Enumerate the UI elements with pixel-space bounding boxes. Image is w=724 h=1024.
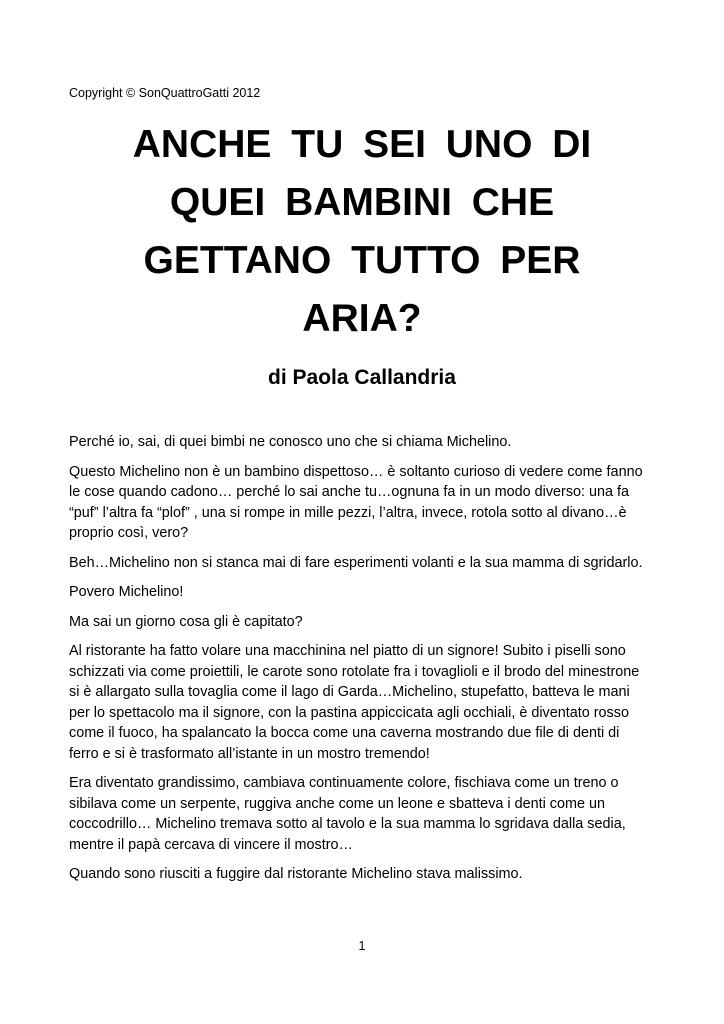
story-title — [60, 116, 664, 348]
paragraph — [69, 432, 659, 453]
text-line: mentre il papà cercava di vincere il mostro… — [69, 836, 353, 853]
text-line: Perché io, sai, di quei bimbi ne conosco uno che si chiama Michelino. — [69, 434, 512, 450]
text-line: proprio così, vero? — [69, 525, 189, 541]
text-line: Era diventato grandissimo, cambiava continuamente colore, fischiava come un treno o — [69, 775, 619, 791]
story-body — [69, 432, 659, 894]
title-line: QUEI BAMBINI CHE — [169, 181, 555, 224]
text-line: come il fuoco, ha spalancato la bocca come una caverna mostrando due file di denti di — [69, 725, 620, 741]
text-line: Beh…Michelino non si stanca mai di fare esperimenti volanti e la sua mamma di sgridarlo. — [69, 554, 643, 571]
text-line: Questo Michelino non è un bambino dispettoso… è soltanto curioso di vedere come fanno — [69, 463, 643, 480]
title-line: ANCHE TU SEI UNO DI — [132, 123, 592, 166]
text-line: le cose quando cadono… perché lo sai anche tu…ognuna fa in un modo diverso: una fa — [69, 484, 630, 500]
paragraph — [69, 641, 659, 764]
author-byline: di Paola Callandria — [268, 366, 456, 389]
paragraph — [69, 864, 659, 885]
paragraph — [69, 773, 659, 855]
page-number: 1 — [358, 939, 366, 953]
paragraph — [69, 612, 659, 633]
paragraph — [69, 582, 659, 603]
title-line: GETTANO TUTTO PER — [143, 239, 581, 282]
text-line: per lo spettacolo ma il signore, con la pastina appiccicata agli occhiali, è diventato rosso — [69, 704, 629, 721]
text-line: “puf” l’altra fa “plof” , una si rompe in mille pezzi, l’altra, invece, rotola sotto al divano…è — [69, 504, 627, 521]
text-line: Ma sai un giorno cosa gli è capitato? — [69, 613, 303, 630]
text-line: Povero Michelino! — [69, 584, 184, 600]
copyright-notice: Copyright © SonQuattroGatti 2012 — [69, 86, 261, 100]
paragraph — [69, 462, 659, 544]
text-line: Quando sono riusciti a fuggire dal ristorante Michelino stava malissimo. — [69, 866, 523, 882]
text-line: ferro e si è trasformato all’istante in un mostro tremendo! — [69, 745, 430, 762]
text-line: schizzati via come proiettili, le carote sono rotolate fra i tovaglioli e il brodo del minestrone — [69, 663, 640, 680]
text-line: si è allargato sulla tovaglia come il lago di Garda…Michelino, stupefatto, batteva le mani — [69, 684, 630, 700]
text-line: Al ristorante ha fatto volare una macchinina nel piatto di un signore! Subito i piselli sono — [69, 643, 626, 659]
paragraph — [69, 553, 659, 574]
title-line: ARIA? — [302, 297, 422, 340]
text-line: coccodrillo… Michelino tremava sotto al tavolo e la sua mamma lo sgridava dalla sedia, — [69, 816, 626, 832]
text-line: sibilava come un serpente, ruggiva anche come un leone e sbatteva i denti come un — [69, 795, 605, 812]
